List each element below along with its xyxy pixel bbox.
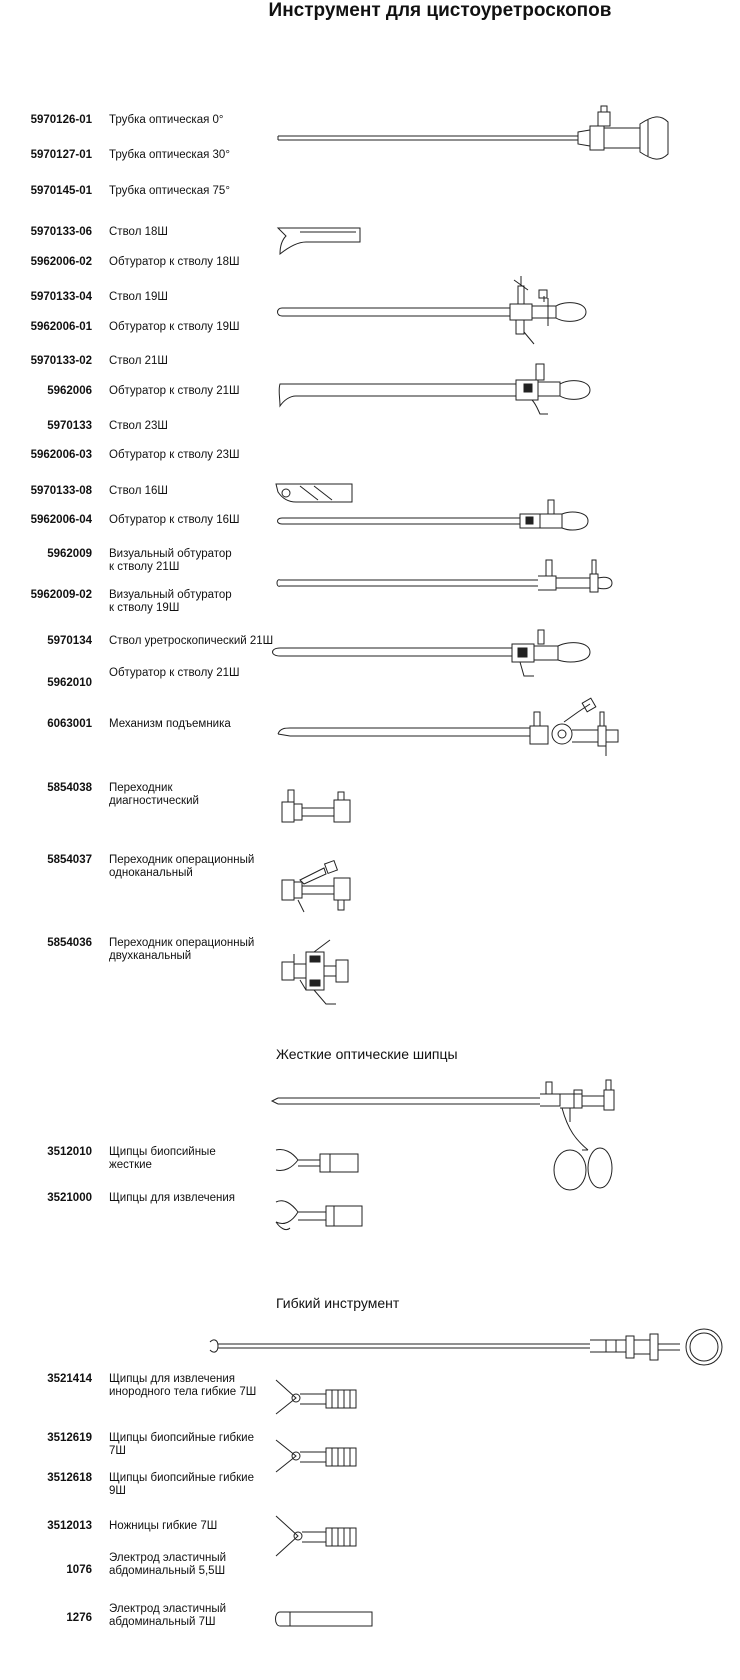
rigid-biopsy-forceps-tip-drawing	[276, 1149, 358, 1172]
item-name: Визуальный обтуратор к стволу 19Ш	[109, 589, 232, 614]
visual-obturator-drawing	[277, 560, 612, 592]
optic-tube-drawing	[278, 106, 668, 159]
item-code: 5970133-04	[30, 291, 92, 303]
item-name: Щипцы для извлечения инородного тела гибкие 7Ш	[109, 1373, 257, 1398]
item-name: Трубка оптическая 0°	[109, 114, 224, 126]
item-name: Переходник диагностический	[109, 782, 199, 807]
item-name: Визуальный обтуратор к стволу 21Ш	[109, 548, 232, 573]
item-name: Обтуратор к стволу 23Ш	[109, 449, 240, 461]
page-title: Инструмент для цистоуретроскопов	[268, 0, 612, 21]
adapter-diagnostic-drawing	[282, 790, 350, 822]
item-code: 5962006-03	[30, 449, 92, 461]
elevator-mechanism-drawing	[278, 698, 618, 756]
sheath-21-drawing	[279, 364, 590, 414]
sheath-18-drawing	[278, 228, 360, 254]
item-name: Обтуратор к стволу 21Ш	[109, 667, 240, 679]
item-code: 5854038	[47, 782, 92, 794]
item-code: 5970134	[47, 635, 92, 647]
item-code: 3521000	[47, 1192, 92, 1204]
section-title-flexible: Гибкий инструмент	[276, 1295, 400, 1311]
item-code: 5970133	[47, 420, 92, 432]
item-name: Щипцы биопсийные гибкие 9Ш	[109, 1472, 254, 1497]
sheath-16-drawing	[276, 484, 352, 502]
item-name: Ствол 18Ш	[109, 226, 168, 238]
item-code: 5962009	[47, 548, 92, 560]
item-name: Переходник операционный одноканальный	[109, 854, 255, 879]
item-name: Ствол 16Ш	[109, 485, 168, 497]
extraction-forceps-tip-drawing	[276, 1201, 362, 1230]
item-name: Щипцы биопсийные жесткие	[109, 1146, 216, 1171]
item-name: Обтуратор к стволу 18Ш	[109, 256, 240, 268]
item-code: 5962009-02	[30, 589, 92, 601]
item-code: 5970127-01	[30, 149, 92, 161]
adapter-single-channel-drawing	[282, 861, 350, 912]
item-name: Ствол 21Ш	[109, 355, 168, 367]
item-code: 5970145-01	[30, 185, 92, 197]
item-name: Электрод эластичный абдоминальный 5,5Ш	[109, 1552, 227, 1577]
item-code: 3512013	[47, 1520, 92, 1532]
item-name: Ствол уретроскопический 21Ш	[109, 635, 274, 647]
item-code: 5970133-02	[30, 355, 92, 367]
obturator-16-drawing	[278, 500, 589, 530]
item-name: Переходник операционный двухканальный	[109, 937, 255, 962]
item-name: Ножницы гибкие 7Ш	[109, 1520, 218, 1532]
item-code: 5962006-04	[30, 514, 92, 526]
item-code: 3512010	[47, 1146, 92, 1158]
item-code: 5970126-01	[30, 114, 92, 126]
item-code: 5962006-02	[30, 256, 92, 268]
urethroscope-sheath-drawing	[273, 630, 591, 676]
rigid-optical-forceps-drawing	[272, 1080, 614, 1190]
item-code: 5962010	[47, 677, 92, 689]
item-name: Электрод эластичный абдоминальный 7Ш	[109, 1603, 227, 1628]
item-code: 1076	[66, 1564, 92, 1576]
item-name: Механизм подъемника	[109, 718, 231, 730]
item-code: 5970133-08	[30, 485, 92, 497]
adapter-double-channel-drawing	[282, 940, 348, 1004]
item-name: Ствол 23Ш	[109, 420, 168, 432]
item-code: 3512618	[47, 1472, 92, 1484]
item-name: Трубка оптическая 30°	[109, 149, 230, 161]
item-code: 1276	[66, 1612, 92, 1624]
item-code: 5970133-06	[30, 226, 92, 238]
item-name: Трубка оптическая 75°	[109, 185, 230, 197]
flexible-scissors-tip-drawing	[276, 1516, 356, 1556]
item-code: 3512619	[47, 1432, 92, 1444]
item-name: Обтуратор к стволу 16Ш	[109, 514, 240, 526]
flexible-biopsy-forceps-7-tip-drawing	[276, 1440, 356, 1472]
item-code: 5962006-01	[30, 321, 92, 333]
item-name: Щипцы биопсийные гибкие 7Ш	[109, 1432, 254, 1457]
item-code: 5962006	[47, 385, 92, 397]
item-name: Обтуратор к стволу 19Ш	[109, 321, 240, 333]
item-name: Щипцы для извлечения	[109, 1192, 235, 1204]
item-code: 5854037	[47, 854, 92, 866]
elastic-electrode-drawing	[276, 1612, 373, 1626]
item-code: 5854036	[47, 937, 92, 949]
sheath-19-drawing	[278, 276, 587, 344]
flexible-instrument-drawing	[210, 1329, 722, 1365]
item-name: Ствол 19Ш	[109, 291, 168, 303]
item-name: Обтуратор к стволу 21Ш	[109, 385, 240, 397]
flexible-extraction-forceps-tip-drawing	[276, 1380, 356, 1414]
section-title-rigid-forceps: Жесткие оптические шипцы	[276, 1046, 458, 1062]
item-code: 3521414	[47, 1373, 92, 1385]
item-code: 6063001	[47, 718, 92, 730]
